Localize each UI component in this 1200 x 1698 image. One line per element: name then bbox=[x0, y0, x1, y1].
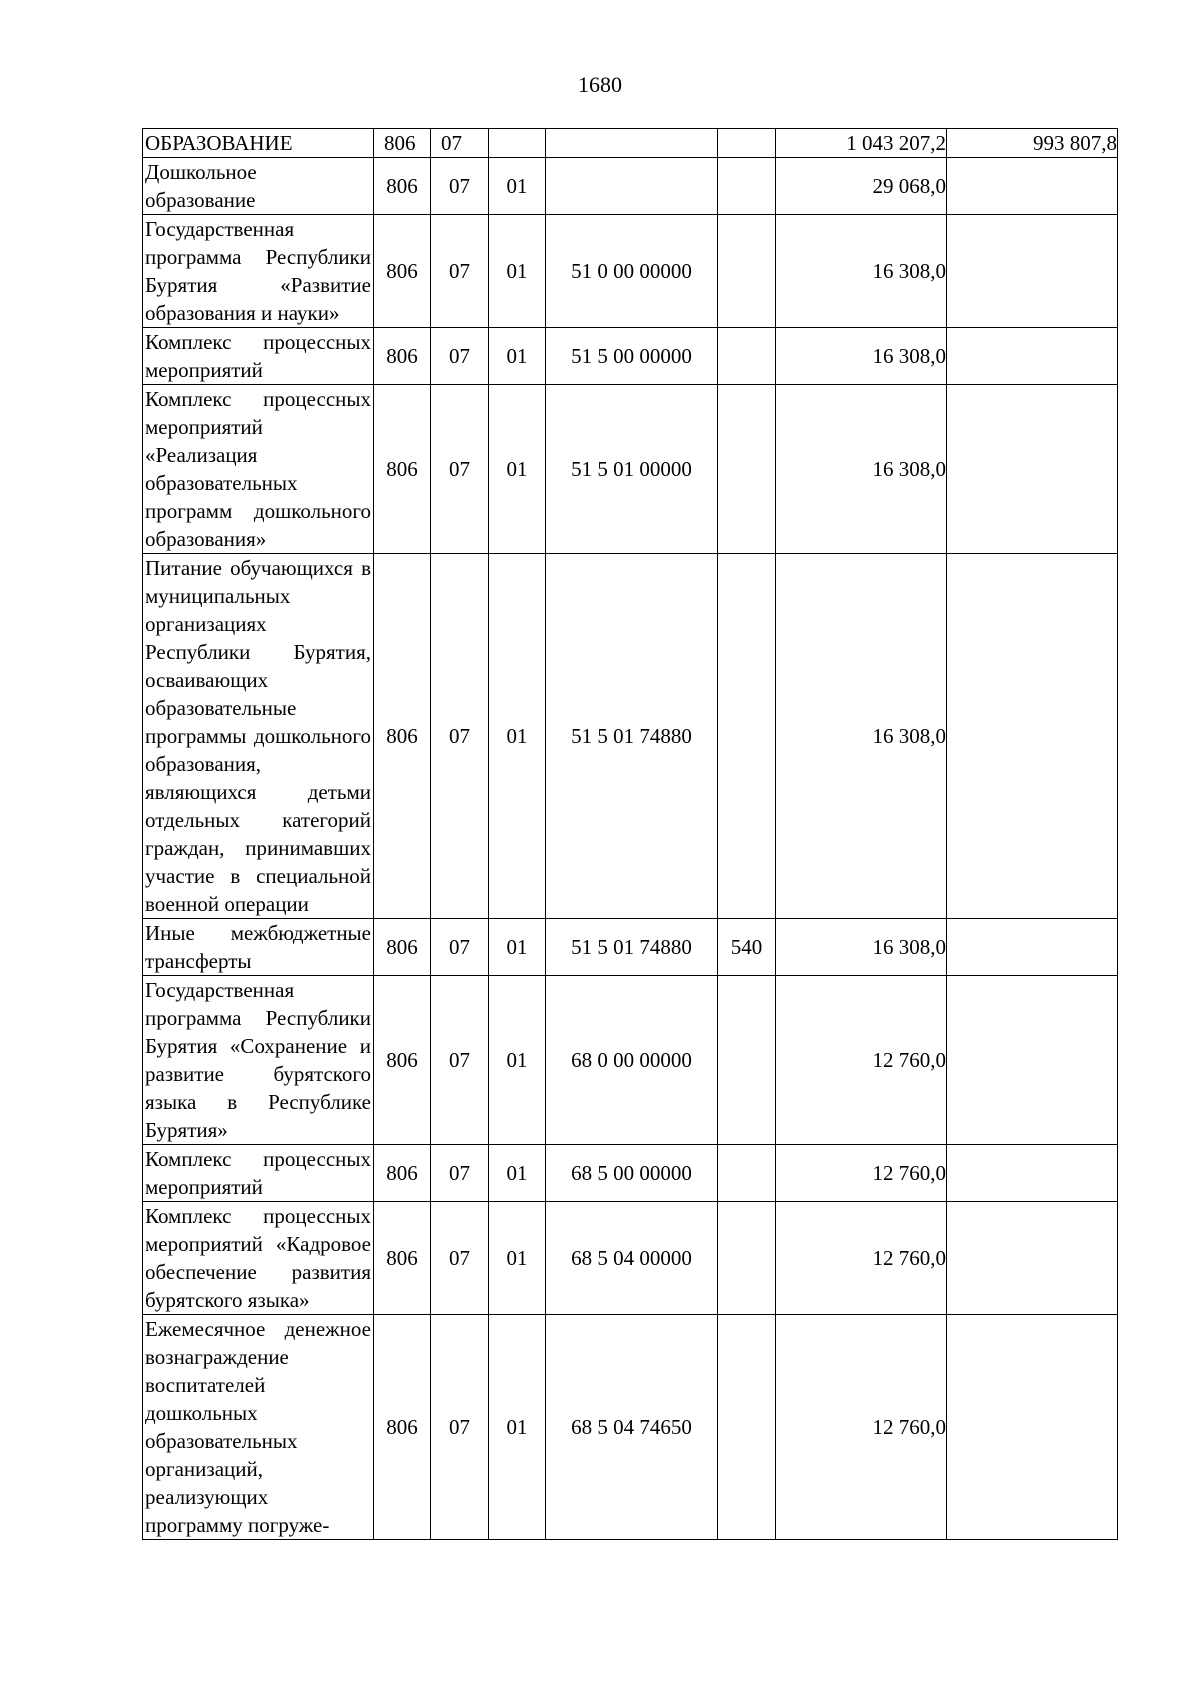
row-cs: 68 5 04 74650 bbox=[546, 1315, 718, 1540]
row-ved: 806 bbox=[374, 385, 431, 554]
row-vr: 540 bbox=[718, 919, 776, 976]
row-sum1: 16 308,0 bbox=[776, 215, 947, 328]
row-sum2 bbox=[947, 1202, 1118, 1315]
row-vr bbox=[718, 976, 776, 1145]
row-cs: 68 0 00 00000 bbox=[546, 976, 718, 1145]
row-pr bbox=[489, 129, 546, 158]
row-cs: 68 5 00 00000 bbox=[546, 1145, 718, 1202]
row-name: Комплекс процессных мероприятий bbox=[143, 1145, 374, 1202]
table-row bbox=[143, 385, 1118, 554]
row-rz: 07 bbox=[431, 158, 489, 215]
row-cs bbox=[546, 129, 718, 158]
row-sum1: 16 308,0 bbox=[776, 328, 947, 385]
row-ved: 806 bbox=[374, 919, 431, 976]
row-vr bbox=[718, 1145, 776, 1202]
row-pr: 01 bbox=[489, 976, 546, 1145]
row-ved: 806 bbox=[374, 1315, 431, 1540]
row-name: Ежемесячное денежное вознаграждение воспитателей дошкольных образовательных организаций, реализующих программу погруже- bbox=[143, 1315, 374, 1540]
row-vr bbox=[718, 1202, 776, 1315]
row-name: Комплекс процессных мероприятий «Реализация образовательных программ дошкольного образования» bbox=[143, 385, 374, 554]
table-row bbox=[143, 1202, 1118, 1315]
row-pr: 01 bbox=[489, 328, 546, 385]
row-cs bbox=[546, 158, 718, 215]
row-pr: 01 bbox=[489, 1145, 546, 1202]
row-ved: 806 bbox=[374, 328, 431, 385]
row-sum2 bbox=[947, 158, 1118, 215]
row-rz: 07 bbox=[431, 385, 489, 554]
row-sum2 bbox=[947, 919, 1118, 976]
table-row bbox=[143, 328, 1118, 385]
row-cs: 51 5 01 00000 bbox=[546, 385, 718, 554]
row-pr: 01 bbox=[489, 1315, 546, 1540]
row-sum1: 1 043 207,2 bbox=[776, 129, 947, 158]
row-vr bbox=[718, 158, 776, 215]
table-row bbox=[143, 215, 1118, 328]
row-vr bbox=[718, 1315, 776, 1540]
row-sum2 bbox=[947, 1145, 1118, 1202]
row-ved: 806 bbox=[374, 129, 431, 158]
row-name: Дошкольное образование bbox=[143, 158, 374, 215]
row-ved: 806 bbox=[374, 554, 431, 919]
row-cs: 51 0 00 00000 bbox=[546, 215, 718, 328]
row-sum2 bbox=[947, 385, 1118, 554]
row-sum1: 12 760,0 bbox=[776, 976, 947, 1145]
table-row bbox=[143, 1315, 1118, 1540]
row-pr: 01 bbox=[489, 215, 546, 328]
row-sum1: 16 308,0 bbox=[776, 554, 947, 919]
table-row bbox=[143, 129, 1118, 158]
row-rz: 07 bbox=[431, 328, 489, 385]
row-sum2 bbox=[947, 976, 1118, 1145]
row-pr: 01 bbox=[489, 554, 546, 919]
row-ved: 806 bbox=[374, 1145, 431, 1202]
table-row bbox=[143, 1145, 1118, 1202]
row-sum1: 29 068,0 bbox=[776, 158, 947, 215]
row-name: Государственная программа Республики Бурятия «Сохранение и развитие бурятского языка в Республике Бурятия» bbox=[143, 976, 374, 1145]
row-ved: 806 bbox=[374, 1202, 431, 1315]
row-vr bbox=[718, 129, 776, 158]
row-sum2 bbox=[947, 1315, 1118, 1540]
row-rz: 07 bbox=[431, 129, 489, 158]
row-sum2 bbox=[947, 215, 1118, 328]
row-sum2 bbox=[947, 328, 1118, 385]
row-name: Государственная программа Республики Бурятия «Развитие образования и науки» bbox=[143, 215, 374, 328]
row-ved: 806 bbox=[374, 158, 431, 215]
row-cs: 51 5 01 74880 bbox=[546, 919, 718, 976]
row-sum1: 12 760,0 bbox=[776, 1145, 947, 1202]
row-vr bbox=[718, 554, 776, 919]
row-vr bbox=[718, 215, 776, 328]
row-rz: 07 bbox=[431, 554, 489, 919]
row-rz: 07 bbox=[431, 1315, 489, 1540]
row-pr: 01 bbox=[489, 158, 546, 215]
table-row bbox=[143, 554, 1118, 919]
row-name: Иные межбюджетные трансферты bbox=[143, 919, 374, 976]
row-pr: 01 bbox=[489, 1202, 546, 1315]
row-vr bbox=[718, 328, 776, 385]
row-pr: 01 bbox=[489, 919, 546, 976]
row-ved: 806 bbox=[374, 215, 431, 328]
row-rz: 07 bbox=[431, 976, 489, 1145]
row-rz: 07 bbox=[431, 1145, 489, 1202]
row-pr: 01 bbox=[489, 385, 546, 554]
row-sum2 bbox=[947, 554, 1118, 919]
row-rz: 07 bbox=[431, 1202, 489, 1315]
row-name: Питание обучающихся в муниципальных организациях Республики Бурятия, осваивающих образовательные программы дошкольного образования, являющихся детьми отдельных категорий граждан, принимавших участие в специальной военной операции bbox=[143, 554, 374, 919]
row-rz: 07 bbox=[431, 215, 489, 328]
row-sum1: 16 308,0 bbox=[776, 385, 947, 554]
table-row bbox=[143, 158, 1118, 215]
row-name: ОБРАЗОВАНИЕ bbox=[143, 129, 374, 158]
row-sum2: 993 807,8 bbox=[947, 129, 1118, 158]
row-ved: 806 bbox=[374, 976, 431, 1145]
row-cs: 68 5 04 00000 bbox=[546, 1202, 718, 1315]
row-name: Комплекс процессных мероприятий bbox=[143, 328, 374, 385]
row-sum1: 12 760,0 bbox=[776, 1202, 947, 1315]
row-cs: 51 5 00 00000 bbox=[546, 328, 718, 385]
table-row bbox=[143, 919, 1118, 976]
page-number: 1680 bbox=[578, 72, 622, 97]
row-name: Комплекс процессных мероприятий «Кадровое обеспечение развития бурятского языка» bbox=[143, 1202, 374, 1315]
row-sum1: 12 760,0 bbox=[776, 1315, 947, 1540]
budget-table bbox=[142, 128, 1118, 1540]
row-sum1: 16 308,0 bbox=[776, 919, 947, 976]
row-cs: 51 5 01 74880 bbox=[546, 554, 718, 919]
table-row bbox=[143, 976, 1118, 1145]
row-rz: 07 bbox=[431, 919, 489, 976]
row-vr bbox=[718, 385, 776, 554]
